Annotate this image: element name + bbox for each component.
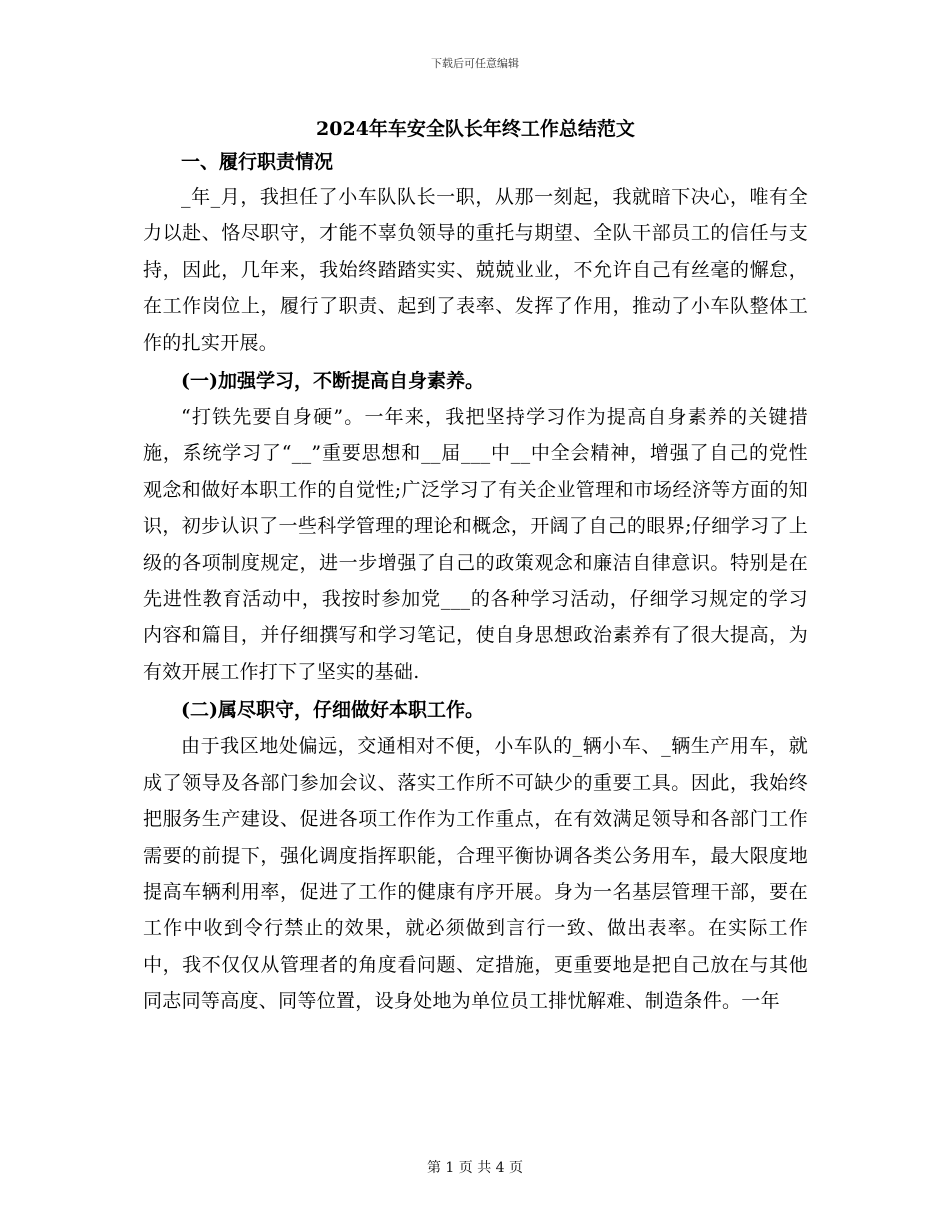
subsection-heading-study: (一)加强学习，不断提高自身素养。: [181, 370, 484, 393]
document-title: 2024年车安全队长年终工作总结范文: [316, 118, 635, 140]
page-number-footer: 第 1 页 共 4 页: [426, 1160, 524, 1176]
subsection-work-paragraph: 由于我区地处偏远，交通相对不便，小车队的_辆小车、_辆生产用车，就成了领导及各部门参加会议、落实工作所不可缺少的重要工具。因此，我始终把服务生产建设、促进各项工作作为工作重点，在有效满足领导和各部门工作需要的前提下，强化调度指挥职能，合理平衡协调各类公务用车，最大限度地提高车辆利用率，促进了工作的健康有序开展。身为一名基层管理干部，要在工作中收到令行禁止的效果，就必须做到言行一致、做出表率。在实际工作中，我不仅仅从管理者的角度看问题、定措施，更重要地是把自己放在与其他同志同等高度、同等位置，设身处地为单位员工排忧解难、制造条件。一年: [143, 735, 808, 1013]
document-body: [143, 113, 808, 1020]
subsection-study-paragraph: “打铁先要自身硬”。一年来，我把坚持学习作为提高自身素养的关键措施，系统学习了“__”重要思想和__届___中__中全会精神，增强了自己的党性观念和做好本职工作的自觉性;广泛学习了有关企业管理和市场经济等方面的知识，初步认识了一些科学管理的理论和概念，开阔了自己的眼界;仔细学习了上级的各项制度规定，进一步增强了自己的政策观念和廉洁自律意识。特别是在先进性教育活动中，我按时参加党___的各种学习活动，仔细学习规定的学习内容和篇目，并仔细撰写和学习笔记，使自身思想政治素养有了很大提高，为有效开展工作打下了坚实的基础.: [143, 406, 808, 683]
section-intro-paragraph: _年_月，我担任了小车队队长一职，从那一刻起，我就暗下决心，唯有全力以赴、恪尽职守，才能不辜负领导的重托与期望、全队干部员工的信任与支持，因此，几年来，我始终踏踏实实、兢兢业业，不允许自己有丝毫的懈怠，在工作岗位上，履行了职责、起到了表率、发挥了作用，推动了小车队整体工作的扎实开展。: [143, 186, 808, 354]
subsection-heading-work: (二)属尽职守，仔细做好本职工作。: [181, 699, 484, 722]
section-heading-duties: 一、履行职责情况: [181, 151, 334, 173]
page-header-note: 下载后可任意编辑: [431, 57, 519, 70]
